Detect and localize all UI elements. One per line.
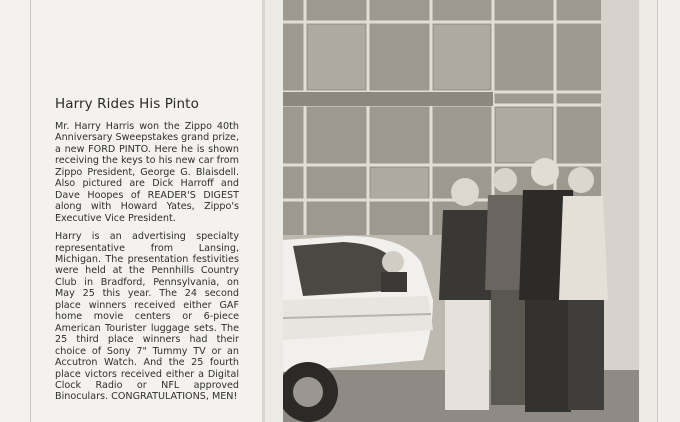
page-margin-line — [30, 0, 31, 422]
page-edge — [657, 0, 680, 422]
article-paragraph-2: Harry is an advertising specialty representative from Lansing, Michigan. The presentation festivities were held at the Pennhills Country Club in Bradford, Pennsylvania, on May 25 this year. The 24 second place winners received either GAF home movie centers or 6-piece American Tourister luggage sets. The 25 third place winners had their choice of Sony 7" Tummy TV or an Accutron Watch. And the 25 fourth place victors received either a Digital Clock Radio or NFL approved Binoculars. CONGRATULATIONS, MEN! — [55, 231, 239, 403]
article-headline: Harry Rides His Pinto — [55, 96, 199, 112]
photo-illustration — [283, 0, 639, 422]
article-paragraph-1: Mr. Harry Harris won the Zippo 40th Anniversary Sweepstakes grand prize, a new FORD PINTO. Here he is shown receiving the keys to his new car from Zippo President, George G. Blaisdell. Also pictured are Dick Harroff and Dave Hoopes of READER'S DIGEST along with Howard Yates, Zippo's Executive Vice President. — [55, 121, 239, 224]
left-page — [0, 0, 262, 422]
article-body — [55, 121, 239, 410]
article-photo — [283, 0, 639, 422]
